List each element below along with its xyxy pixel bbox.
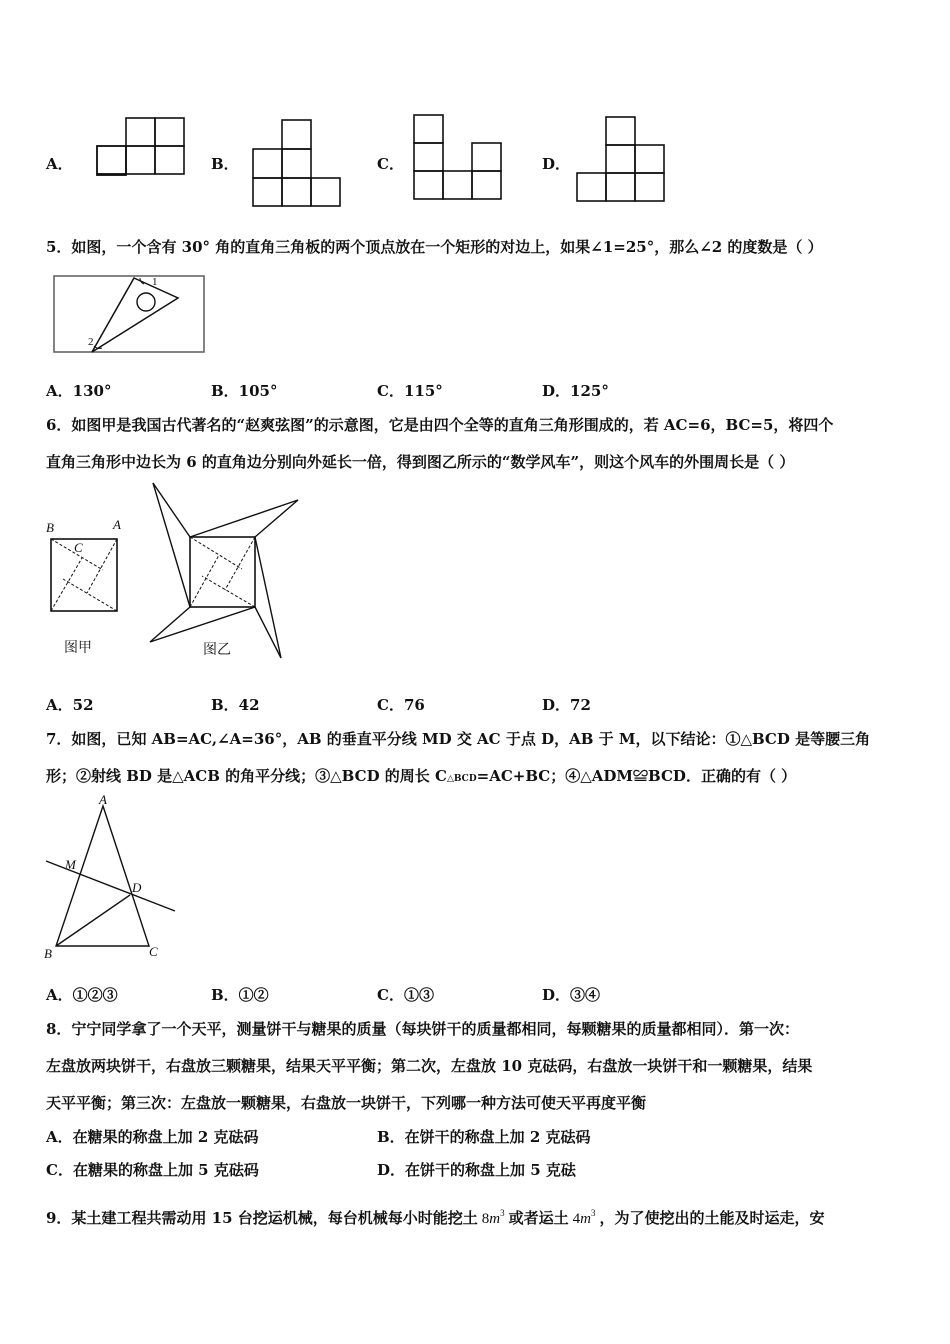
q6-fig1-label-a: A: [113, 517, 121, 532]
q6-option-c: C．76: [377, 696, 425, 714]
q9-stem-b: 或者运土: [508, 1209, 569, 1227]
q7-stem-line2: [46, 765, 796, 786]
q9-stem-a: 9．某土建工程共需动用 15 台挖运机械，每台机械每小时能挖土: [46, 1209, 478, 1227]
q4-option-d-figure: [576, 116, 668, 206]
q4-option-b-label: B．: [211, 155, 239, 173]
q7-stem-line1: 7．如图，已知 AB=AC,∠A=36°，AB 的垂直平分线 MD 交 AC 于点 D，AB 于 M，以下结论：①△BCD 是等腰三角: [46, 730, 871, 748]
q4-option-a-label: A．: [46, 155, 73, 173]
q9-stem: [46, 1207, 824, 1228]
q5-option-d: D．125°: [542, 382, 609, 400]
q7-label-b: B: [44, 946, 52, 961]
q7-option-c: C．①③: [377, 986, 434, 1004]
q7-option-b: B．①②: [211, 986, 269, 1004]
q6-fig1-label-b: B: [46, 520, 54, 535]
q5-angle2-label: 2: [88, 336, 94, 348]
q6-fig2-caption: 图乙: [203, 643, 231, 658]
q7-label-m: M: [65, 857, 76, 872]
q5-stem: 5．如图，一个含有 30° 角的直角三角板的两个顶点放在一个矩形的对边上，如果∠1=25°，那么∠2 的度数是（ ）: [46, 238, 823, 256]
q4-option-a-figure: [96, 117, 188, 177]
q8-stem-line3: 天平平衡；第三次：左盘放一颗糖果，右盘放一块饼干，下列哪一种方法可使天平再度平衡: [46, 1094, 647, 1112]
q5-option-a: A．130°: [46, 382, 112, 400]
q9-measure-1: $8m^3$: [481, 1208, 505, 1227]
q4-option-d-label: D．: [542, 155, 571, 173]
q6-figure-yi: [145, 480, 305, 664]
q6-figure-jia: [40, 514, 130, 660]
q7-stem-line2-b: =AC+BC；④△ADM≌BCD．正确的有（ ）: [476, 767, 797, 785]
q7-label-d: D: [132, 880, 142, 895]
q9-stem-c: ，为了使挖出的土能及时运走，安: [599, 1209, 825, 1227]
q6-option-d: D．72: [542, 696, 591, 714]
q5-option-c: C．115°: [377, 382, 443, 400]
q7-figure: [40, 792, 182, 964]
q7-option-a: A．①②③: [46, 986, 118, 1004]
q6-option-a: A．52: [46, 696, 94, 714]
q6-fig1-caption: 图甲: [64, 641, 92, 656]
q4-option-c-figure: [413, 114, 505, 204]
q9-measure-2: $4m^3$: [572, 1208, 596, 1227]
q5-option-b: B．105°: [211, 382, 278, 400]
q6-fig1-label-c: C: [74, 540, 83, 555]
q5-figure: [52, 272, 208, 356]
q4-option-b-figure: [252, 118, 344, 208]
q6-stem-line1: 6．如图甲是我国古代著名的“赵爽弦图”的示意图，它是由四个全等的直角三角形围成的，若 AC=6，BC=5，将四个: [46, 416, 834, 434]
q7-label-a: A: [99, 792, 107, 807]
q5-angle1-label: 1: [152, 276, 158, 288]
q8-option-d: D．在饼干的称盘上加 5 克砝: [377, 1161, 576, 1179]
q8-stem-line2: 左盘放两块饼干，右盘放三颗糖果，结果天平平衡；第二次，左盘放 10 克砝码，右盘放一块饼干和一颗糖果，结果: [46, 1057, 813, 1075]
q6-option-b: B．42: [211, 696, 260, 714]
q8-option-c: C．在糖果的称盘上加 5 克砝码: [46, 1161, 259, 1179]
q7-option-d: D．③④: [542, 986, 601, 1004]
q8-option-b: B．在饼干的称盘上加 2 克砝码: [377, 1128, 591, 1146]
q7-stem-line2-a: 形；②射线 BD 是△ACB 的角平分线；③△BCD 的周长 C: [46, 767, 447, 785]
q8-stem-line1: 8．宁宁同学拿了一个天平，测量饼干与糖果的质量（每块饼干的质量都相同，每颗糖果的质量都相同）．第一次：: [46, 1020, 799, 1038]
q8-option-a: A．在糖果的称盘上加 2 克砝码: [46, 1128, 259, 1146]
q7-label-c: C: [149, 944, 158, 959]
q6-stem-line2: 直角三角形中边长为 6 的直角边分别向外延长一倍，得到图乙所示的“数学风车”，则这个风车的外围周长是（ ）: [46, 453, 795, 471]
q4-option-c-label: C．: [377, 155, 404, 173]
q7-stem-subscript: △BCD: [446, 774, 477, 784]
